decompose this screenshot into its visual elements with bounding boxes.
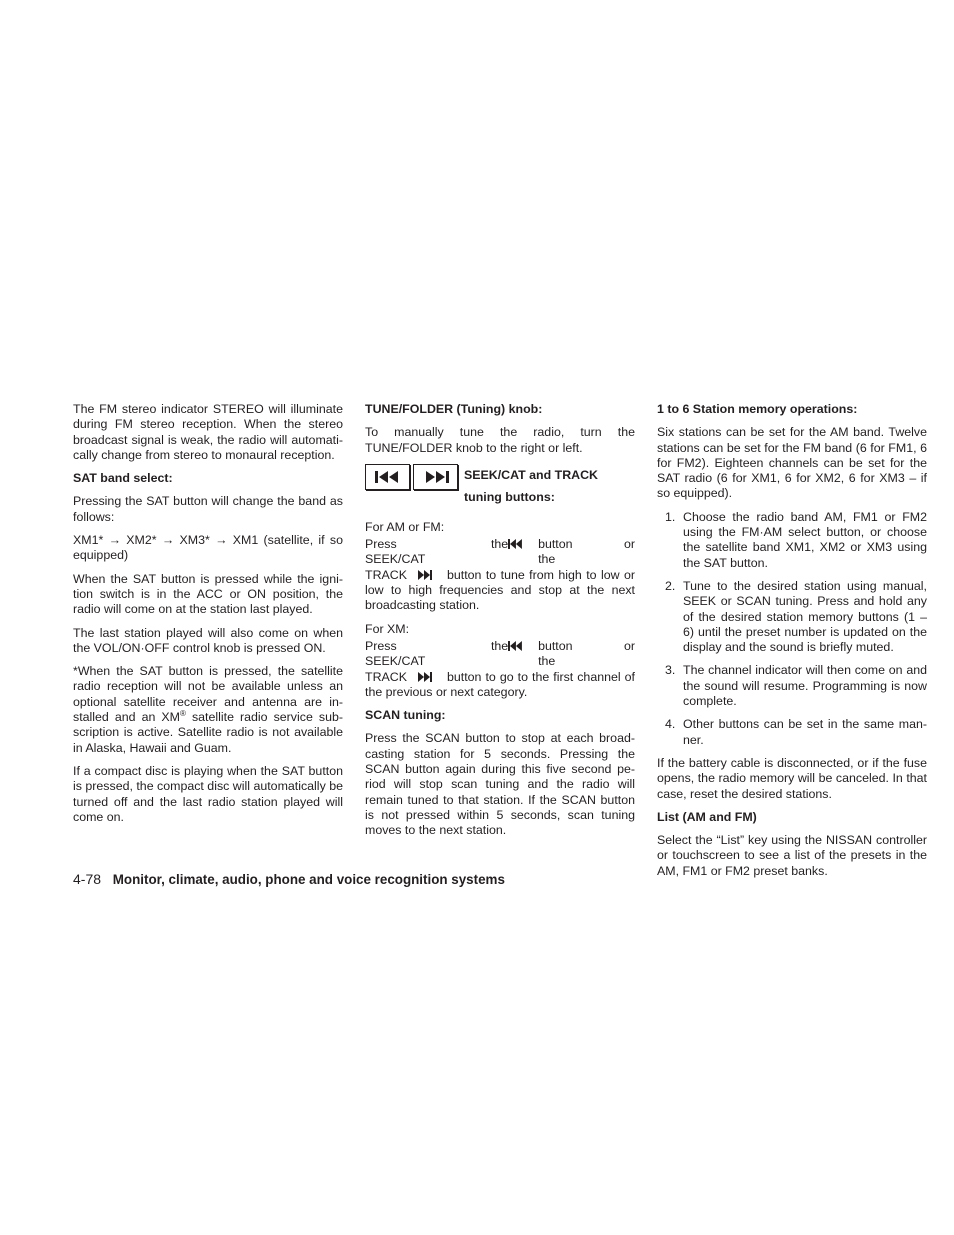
list-item-number: 4. (665, 717, 676, 732)
seek-back-button-illustration (365, 464, 410, 490)
seek-forward-icon (422, 470, 450, 484)
list-item-number: 2. (665, 578, 676, 593)
note-text-b: satellite radio service subscription is active. Satellite radio is not available in Alaska, Hawaii and Guam. (73, 710, 344, 755)
list-item (657, 510, 927, 571)
memory-steps-list (657, 510, 927, 748)
column-3 (657, 402, 927, 887)
label-xm: For XM: (365, 621, 410, 636)
paragraph-manual-tune: To manually tune the radio, turn the TUNE/FOLDER knob to the right or left. (365, 425, 635, 455)
heading-sat-band-select: SAT band select: (73, 471, 173, 486)
paragraph-fm-stereo: The FM stereo indicator STEREO will illuminate during FM stereo reception. When the stereo broadcast signal is weak, the radio will automatically change from stereo to monaural reception. (73, 402, 343, 462)
list-item-number: 3. (665, 663, 676, 678)
xm-text-b: button or the (538, 638, 635, 669)
tuning-buttons-label-line-1: SEEK/CAT and TRACK (464, 467, 599, 482)
list-item (657, 663, 927, 709)
paragraph-xm-seek (365, 639, 635, 700)
page-number: 4-78 (73, 871, 102, 887)
heading-list-am-fm: List (AM and FM) (657, 809, 757, 824)
xm-text-a: Press the SEEK/CAT (365, 638, 509, 669)
tuning-buttons-illustration (365, 464, 635, 508)
section-title: Monitor, climate, audio, phone and voice recognition systems (112, 872, 505, 887)
heading-tune-folder: TUNE/FOLDER (Tuning) knob: (365, 402, 543, 416)
label-am-fm: For AM or FM: (365, 519, 445, 534)
am-fm-text-d: button to tune from high to low or low to high frequencies and stop at the next broadcasting station. (365, 567, 635, 613)
xm-text-d: button to go to the first channel of the previous or next category. (365, 669, 635, 699)
note-text-a: *When the SAT button is pressed, the satellite radio reception will not be available unless an optional satellite receiver and antenna are installed and an XM (73, 664, 343, 725)
xm-text-c: TRACK (365, 669, 407, 684)
am-fm-text-c: TRACK (365, 567, 407, 582)
paragraph-list-key: Select the “List” key using the NISSAN controller or touchscreen to see a list of the presets in the AM, FM1 or FM2 preset banks. (657, 833, 927, 878)
heading-scan-tuning: SCAN tuning: (365, 708, 446, 723)
seek-back-icon (508, 641, 524, 651)
list-item-text: Tune to the desired station using manual, SEEK or SCAN tuning. Press and hold any of the desired station memory buttons (1 – 6) until the preset number is updated on the display and the sound is briefly muted. (683, 578, 927, 655)
tuning-buttons-label (464, 464, 598, 508)
am-fm-text-b: button or the (538, 537, 635, 567)
xm-line-1 (365, 639, 635, 670)
seek-forward-button-illustration (413, 464, 458, 490)
paragraph-sat-note (73, 664, 343, 756)
list-item-number: 1. (665, 509, 676, 524)
paragraph-band-sequence: XM1* → XM2* → XM3* → XM1 (satellite, if so equipped) (73, 533, 343, 563)
paragraph-sat-band: Pressing the SAT button will change the band as follows: (73, 494, 343, 524)
seek-forward-icon (417, 570, 433, 580)
paragraph-sat-ignition: When the SAT button is pressed while the ignition switch is in the ACC or ON position, the radio will come on at the station last played. (73, 571, 343, 617)
paragraph-last-station: The last station played will also come on when the VOL/ON·OFF control knob is pressed ON. (73, 625, 343, 655)
tuning-buttons-label-line-2: tuning buttons: (464, 489, 555, 504)
list-item-text: Other buttons can be set in the same manner. (683, 717, 927, 747)
paragraph-scan-tuning: Press the SCAN button to stop at each broadcasting station for 5 seconds. Pressing the SCAN button again during this five second period will stop scan tuning and the radio will remain tuned to that station. If the SCAN button is not pressed within 5 seconds, scan tuning moves to the next station. (365, 731, 635, 838)
page-footer (73, 871, 505, 887)
registered-mark: ® (180, 708, 186, 718)
seek-forward-icon (417, 672, 433, 682)
seek-back-icon (508, 539, 524, 549)
column-1 (73, 402, 343, 833)
paragraph-station-counts: Six stations can be set for the AM band. Twelve stations can be set for the FM band (6 for FM1, 6 for FM2). Eighteen channels can be set for the SAT radio (6 for XM1, 6 for XM2, 6 for XM3 – if so equipped). (657, 425, 927, 501)
list-item-text: The channel indicator will then come on and the sound will resume. Programming is now complete. (683, 663, 927, 709)
list-item-text: Choose the radio band AM, FM1 or FM2 using the FM·AM select button, or choose the satellite band XM1, XM2 or XM3 using the SAT button. (683, 509, 927, 570)
list-item (657, 717, 927, 748)
list-item (657, 579, 927, 655)
paragraph-compact-disc: If a compact disc is playing when the SAT button is pressed, the compact disc will automatically be turned off and the last radio station played will come on. (73, 763, 343, 824)
paragraph-am-fm-seek (365, 537, 635, 613)
heading-station-memory: 1 to 6 Station memory operations: (657, 402, 858, 416)
seek-back-icon (374, 470, 402, 484)
column-2 (365, 402, 635, 847)
am-fm-text-a: Press the SEEK/CAT (365, 537, 509, 567)
paragraph-battery-cable: If the battery cable is disconnected, or if the fuse opens, the radio memory will be canceled. In that case, reset the desired stations. (657, 755, 927, 801)
am-fm-line-1 (365, 537, 635, 568)
